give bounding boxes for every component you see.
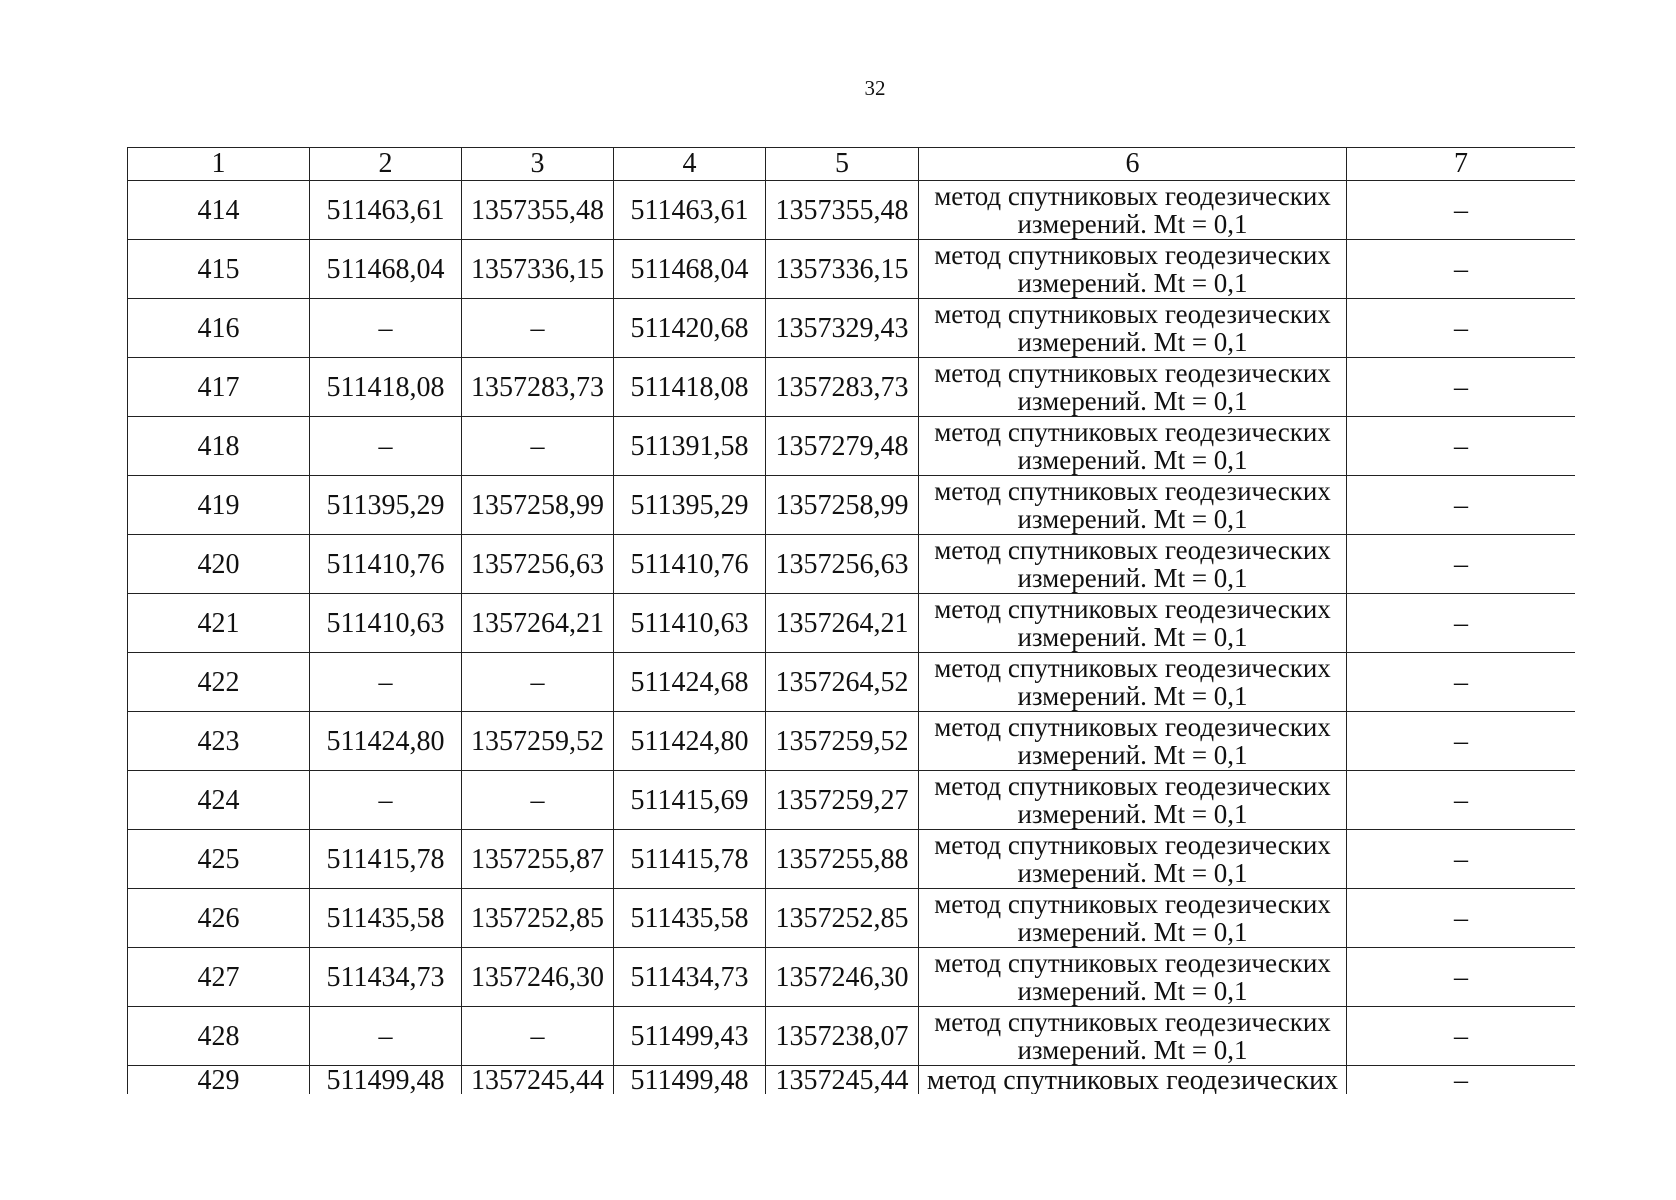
table-header-row	[128, 148, 1576, 181]
table-cell-x-old: 511435,58	[310, 889, 462, 948]
table-cell-x-new: 511395,29	[614, 476, 766, 535]
table-cell-method	[919, 653, 1347, 712]
table-cell-y-new: 1357245,44	[766, 1066, 919, 1095]
table-cell-x-new: 511463,61	[614, 181, 766, 240]
method-line-1: метод спутниковых геодезических	[934, 535, 1331, 565]
column-header: 5	[766, 148, 919, 181]
table-row	[128, 653, 1576, 712]
method-line-2: измерений. Mt = 0,1	[1017, 858, 1248, 888]
table-cell-note: –	[1347, 417, 1576, 476]
table-row	[128, 771, 1576, 830]
table-cell-method	[919, 299, 1347, 358]
table-cell-n: 428	[128, 1007, 310, 1066]
table-row-partial	[128, 1066, 1576, 1095]
table-cell-x-new: 511499,43	[614, 1007, 766, 1066]
table-cell-x-new: 511468,04	[614, 240, 766, 299]
method-line-1: метод спутниковых геодезических	[934, 830, 1331, 860]
table-cell-n: 414	[128, 181, 310, 240]
table-cell-x-old: –	[310, 653, 462, 712]
table-cell-x-new: 511420,68	[614, 299, 766, 358]
table-cell-note: –	[1347, 181, 1576, 240]
table-cell-x-old: 511410,63	[310, 594, 462, 653]
table-cell-x-old: –	[310, 299, 462, 358]
table-cell-method	[919, 712, 1347, 771]
table-cell-y-new: 1357256,63	[766, 535, 919, 594]
table-cell-x-old: 511468,04	[310, 240, 462, 299]
table-cell-n: 418	[128, 417, 310, 476]
table-cell-method	[919, 476, 1347, 535]
method-line-2: измерений. Mt = 0,1	[1017, 209, 1248, 239]
table-cell-n: 422	[128, 653, 310, 712]
table-cell-y-old: 1357283,73	[462, 358, 614, 417]
table-cell-y-old: 1357252,85	[462, 889, 614, 948]
table-cell-y-old: –	[462, 771, 614, 830]
table-cell-y-new: 1357336,15	[766, 240, 919, 299]
method-line-2: измерений. Mt = 0,1	[1017, 799, 1248, 829]
table-cell-note: –	[1347, 476, 1576, 535]
table-cell-y-old: –	[462, 299, 614, 358]
table-cell-x-old: –	[310, 417, 462, 476]
table-cell-y-new: 1357255,88	[766, 830, 919, 889]
table-cell-y-old: 1357245,44	[462, 1066, 614, 1095]
table-row	[128, 299, 1576, 358]
table-cell-method-line1: метод спутниковых геодезических	[919, 1066, 1347, 1095]
method-line-2: измерений. Mt = 0,1	[1017, 445, 1248, 475]
method-line-1: метод спутниковых геодезических	[934, 299, 1331, 329]
table-cell-n: 426	[128, 889, 310, 948]
table-cell-y-new: 1357329,43	[766, 299, 919, 358]
column-header: 6	[919, 148, 1347, 181]
method-line-2: измерений. Mt = 0,1	[1017, 976, 1248, 1006]
table-cell-y-new: 1357259,27	[766, 771, 919, 830]
table-cell-n: 421	[128, 594, 310, 653]
method-line-2: измерений. Mt = 0,1	[1017, 327, 1248, 357]
table-cell-method	[919, 1007, 1347, 1066]
table-cell-note: –	[1347, 240, 1576, 299]
table-cell-y-old: –	[462, 417, 614, 476]
method-line-2: измерений. Mt = 0,1	[1017, 622, 1248, 652]
table-cell-x-new: 511424,80	[614, 712, 766, 771]
table-cell-y-new: 1357238,07	[766, 1007, 919, 1066]
method-line-1: метод спутниковых геодезических	[934, 771, 1331, 801]
table-cell-x-new: 511410,76	[614, 535, 766, 594]
table-cell-note: –	[1347, 1066, 1576, 1095]
table-cell-method	[919, 594, 1347, 653]
method-line-2: измерений. Mt = 0,1	[1017, 681, 1248, 711]
table-row	[128, 889, 1576, 948]
table-cell-x-new: 511391,58	[614, 417, 766, 476]
table-cell-n: 427	[128, 948, 310, 1007]
table-cell-y-new: 1357259,52	[766, 712, 919, 771]
table-cell-x-old: 511463,61	[310, 181, 462, 240]
table-cell-n: 419	[128, 476, 310, 535]
table-cell-note: –	[1347, 771, 1576, 830]
method-line-2: измерений. Mt = 0,1	[1017, 740, 1248, 770]
table-cell-n: 416	[128, 299, 310, 358]
table-row	[128, 712, 1576, 771]
table-cell-note: –	[1347, 358, 1576, 417]
method-line-1: метод спутниковых геодезических	[934, 358, 1331, 388]
table-cell-x-new: 511415,69	[614, 771, 766, 830]
column-header: 2	[310, 148, 462, 181]
table-cell-method	[919, 830, 1347, 889]
table-cell-y-old: –	[462, 653, 614, 712]
table-cell-y-new: 1357264,21	[766, 594, 919, 653]
table-cell-x-old: 511395,29	[310, 476, 462, 535]
table-cell-method	[919, 417, 1347, 476]
table-row	[128, 535, 1576, 594]
column-header: 1	[128, 148, 310, 181]
table-cell-x-old: –	[310, 771, 462, 830]
table-cell-n: 417	[128, 358, 310, 417]
method-line-1: метод спутниковых геодезических	[934, 417, 1331, 447]
method-line-1: метод спутниковых геодезических	[934, 948, 1331, 978]
table-cell-n: 420	[128, 535, 310, 594]
table-cell-note: –	[1347, 830, 1576, 889]
table-cell-method	[919, 535, 1347, 594]
table-cell-note: –	[1347, 594, 1576, 653]
method-line-1: метод спутниковых геодезических	[934, 240, 1331, 270]
table-cell-n: 415	[128, 240, 310, 299]
method-line-1: метод спутниковых геодезических	[934, 653, 1331, 683]
table-cell-x-new: 511418,08	[614, 358, 766, 417]
table-cell-note: –	[1347, 535, 1576, 594]
table-row	[128, 181, 1576, 240]
method-line-1: метод спутниковых геодезических	[934, 594, 1331, 624]
method-line-2: измерений. Mt = 0,1	[1017, 563, 1248, 593]
table-row	[128, 240, 1576, 299]
table-cell-note: –	[1347, 653, 1576, 712]
method-line-1: метод спутниковых геодезических	[934, 1007, 1331, 1037]
table-cell-y-new: 1357252,85	[766, 889, 919, 948]
table-cell-method	[919, 771, 1347, 830]
table-cell-n: 429	[128, 1066, 310, 1095]
table-cell-x-old: 511424,80	[310, 712, 462, 771]
table-cell-x-old: 511410,76	[310, 535, 462, 594]
table-cell-x-old: 511499,48	[310, 1066, 462, 1095]
table-row	[128, 830, 1576, 889]
table-cell-method	[919, 240, 1347, 299]
table-cell-note: –	[1347, 889, 1576, 948]
table-cell-y-old: 1357258,99	[462, 476, 614, 535]
table-cell-y-new: 1357283,73	[766, 358, 919, 417]
table-cell-y-new: 1357264,52	[766, 653, 919, 712]
table-cell-y-old: 1357355,48	[462, 181, 614, 240]
table-cell-note: –	[1347, 299, 1576, 358]
method-line-1: метод спутниковых геодезических	[934, 712, 1331, 742]
table-row	[128, 1007, 1576, 1066]
table-cell-y-new: 1357279,48	[766, 417, 919, 476]
table-row	[128, 417, 1576, 476]
method-line-1: метод спутниковых геодезических	[934, 181, 1331, 211]
table-cell-method	[919, 889, 1347, 948]
method-line-1: метод спутниковых геодезических	[934, 889, 1331, 919]
coordinates-table	[127, 147, 1575, 1094]
table-cell-method	[919, 181, 1347, 240]
table-cell-x-new: 511424,68	[614, 653, 766, 712]
table-cell-x-new: 511410,63	[614, 594, 766, 653]
method-line-2: измерений. Mt = 0,1	[1017, 1035, 1248, 1065]
table-cell-y-new: 1357246,30	[766, 948, 919, 1007]
table-row	[128, 476, 1576, 535]
table-cell-y-old: 1357259,52	[462, 712, 614, 771]
coordinates-table-container	[127, 147, 1575, 1094]
table-cell-y-old: 1357246,30	[462, 948, 614, 1007]
method-line-2: измерений. Mt = 0,1	[1017, 268, 1248, 298]
table-cell-x-old: 511434,73	[310, 948, 462, 1007]
table-cell-x-old: 511415,78	[310, 830, 462, 889]
table-cell-n: 424	[128, 771, 310, 830]
table-cell-method	[919, 358, 1347, 417]
table-cell-x-new: 511499,48	[614, 1066, 766, 1095]
table-cell-note: –	[1347, 712, 1576, 771]
table-row	[128, 358, 1576, 417]
column-header: 7	[1347, 148, 1576, 181]
table-cell-note: –	[1347, 1007, 1576, 1066]
table-cell-x-new: 511435,58	[614, 889, 766, 948]
table-cell-y-old: 1357255,87	[462, 830, 614, 889]
table-cell-y-old: 1357256,63	[462, 535, 614, 594]
table-cell-x-new: 511415,78	[614, 830, 766, 889]
table-row	[128, 948, 1576, 1007]
method-line-1: метод спутниковых геодезических	[934, 476, 1331, 506]
table-cell-note: –	[1347, 948, 1576, 1007]
page-number: 32	[864, 76, 886, 100]
method-line-2: измерений. Mt = 0,1	[1017, 504, 1248, 534]
table-cell-x-old: 511418,08	[310, 358, 462, 417]
table-cell-x-old: –	[310, 1007, 462, 1066]
table-cell-y-new: 1357258,99	[766, 476, 919, 535]
table-cell-y-old: 1357264,21	[462, 594, 614, 653]
table-cell-y-old: 1357336,15	[462, 240, 614, 299]
method-line-2: измерений. Mt = 0,1	[1017, 386, 1248, 416]
table-cell-method	[919, 948, 1347, 1007]
table-row	[128, 594, 1576, 653]
table-cell-n: 425	[128, 830, 310, 889]
table-cell-x-new: 511434,73	[614, 948, 766, 1007]
method-line-2: измерений. Mt = 0,1	[1017, 917, 1248, 947]
table-cell-n: 423	[128, 712, 310, 771]
table-cell-y-new: 1357355,48	[766, 181, 919, 240]
table-cell-y-old: –	[462, 1007, 614, 1066]
column-header: 4	[614, 148, 766, 181]
column-header: 3	[462, 148, 614, 181]
